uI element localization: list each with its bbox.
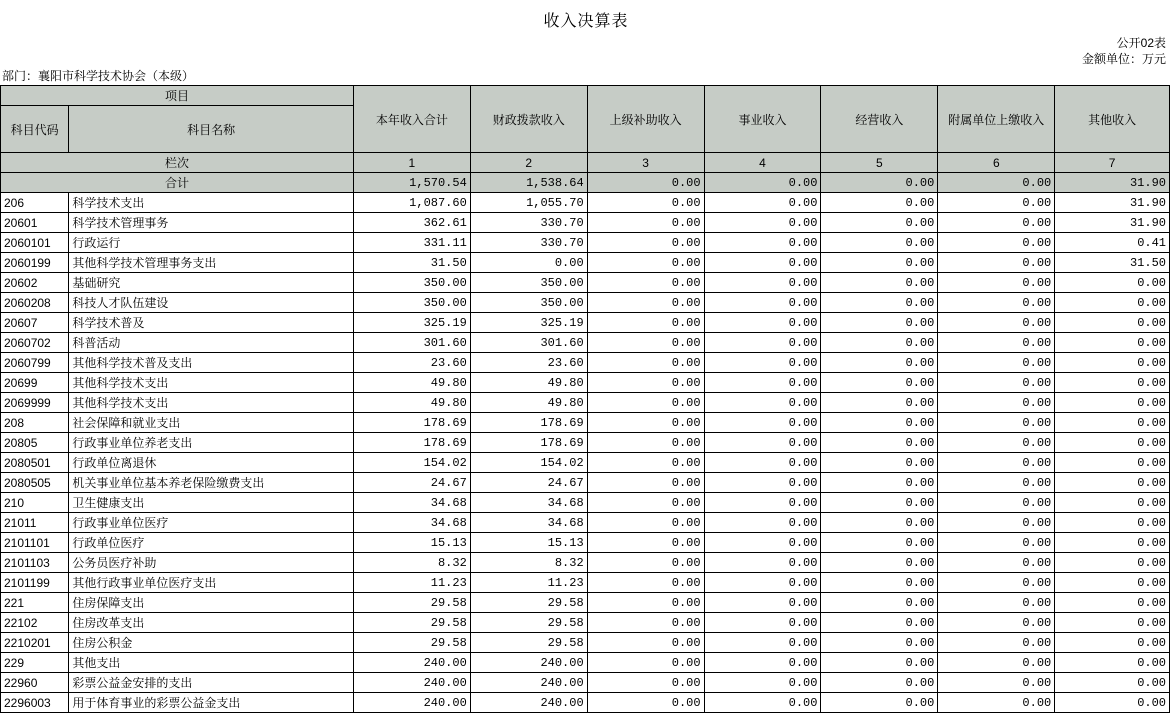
row-value-2: 1,055.70: [470, 193, 587, 213]
table-row: [1, 573, 1170, 593]
header-col-1: 本年收入合计: [353, 86, 470, 153]
row-value-7: 0.00: [1055, 573, 1170, 593]
row-value-1: 34.68: [353, 513, 470, 533]
table-row-total: [1, 173, 1170, 193]
header-col-2: 财政拨款收入: [470, 86, 587, 153]
row-subject-code: 229: [1, 653, 69, 673]
row-value-7: 0.00: [1055, 273, 1170, 293]
header-col-4: 事业收入: [704, 86, 821, 153]
row-value-4: 0.00: [704, 613, 821, 633]
table-row: [1, 433, 1170, 453]
row-value-1: 24.67: [353, 473, 470, 493]
row-value-3: 0.00: [587, 273, 704, 293]
row-subject-name: 其他科学技术支出: [69, 373, 354, 393]
row-subject-code: 22960: [1, 673, 69, 693]
row-subject-name: 彩票公益金安排的支出: [69, 673, 354, 693]
row-value-2: 350.00: [470, 293, 587, 313]
row-value-3: 0.00: [587, 353, 704, 373]
row-subject-code: 2060101: [1, 233, 69, 253]
row-value-2: 154.02: [470, 453, 587, 473]
row-subject-code: 2060199: [1, 253, 69, 273]
row-value-5: 0.00: [821, 313, 938, 333]
income-final-accounts-table: [0, 85, 1170, 713]
row-value-1: 49.80: [353, 373, 470, 393]
table-row: [1, 453, 1170, 473]
row-value-1: 362.61: [353, 213, 470, 233]
row-value-6: 0.00: [938, 513, 1055, 533]
row-value-1: 34.68: [353, 493, 470, 513]
header-row-column-numbers: [1, 153, 1170, 173]
row-subject-code: 22102: [1, 613, 69, 633]
row-subject-code: 2101199: [1, 573, 69, 593]
row-subject-name: 行政事业单位医疗: [69, 513, 354, 533]
row-value-6: 0.00: [938, 233, 1055, 253]
row-value-5: 0.00: [821, 213, 938, 233]
table-row: [1, 553, 1170, 573]
row-value-3: 0.00: [587, 593, 704, 613]
table-row: [1, 533, 1170, 553]
row-value-5: 0.00: [821, 413, 938, 433]
row-value-6: 0.00: [938, 413, 1055, 433]
row-value-5: 0.00: [821, 553, 938, 573]
table-row: [1, 653, 1170, 673]
row-subject-code: 210: [1, 493, 69, 513]
row-subject-name: 其他科学技术支出: [69, 393, 354, 413]
row-subject-code: 2060208: [1, 293, 69, 313]
table-row: [1, 273, 1170, 293]
row-value-4: 0.00: [704, 253, 821, 273]
row-subject-name: 卫生健康支出: [69, 493, 354, 513]
row-value-1: 11.23: [353, 573, 470, 593]
row-value-3: 0.00: [587, 613, 704, 633]
row-value-1: 29.58: [353, 613, 470, 633]
row-value-6: 0.00: [938, 553, 1055, 573]
column-no-5: 5: [821, 153, 938, 173]
row-value-3: 0.00: [587, 393, 704, 413]
row-value-5: 0.00: [821, 593, 938, 613]
row-value-5: 0.00: [821, 333, 938, 353]
row-value-2: 11.23: [470, 573, 587, 593]
row-value-1: 154.02: [353, 453, 470, 473]
row-value-5: 0.00: [821, 193, 938, 213]
row-value-4: 0.00: [704, 473, 821, 493]
row-value-3: 0.00: [587, 693, 704, 713]
row-value-1: 240.00: [353, 653, 470, 673]
row-value-3: 0.00: [587, 633, 704, 653]
row-subject-code: 20805: [1, 433, 69, 453]
row-value-6: 0.00: [938, 353, 1055, 373]
row-subject-code: 208: [1, 413, 69, 433]
row-value-6: 0.00: [938, 533, 1055, 553]
row-value-3: 0.00: [587, 333, 704, 353]
row-value-7: 31.90: [1055, 193, 1170, 213]
row-subject-code: 20602: [1, 273, 69, 293]
total-value-1: 1,570.54: [353, 173, 470, 193]
row-value-1: 240.00: [353, 693, 470, 713]
row-value-5: 0.00: [821, 373, 938, 393]
row-subject-name: 科学技术支出: [69, 193, 354, 213]
amount-unit: 金额单位：万元: [1081, 52, 1166, 66]
row-value-6: 0.00: [938, 373, 1055, 393]
row-value-1: 29.58: [353, 593, 470, 613]
row-subject-name: 科学技术管理事务: [69, 213, 354, 233]
row-value-4: 0.00: [704, 273, 821, 293]
column-no-4: 4: [704, 153, 821, 173]
row-subject-name: 科技人才队伍建设: [69, 293, 354, 313]
row-value-3: 0.00: [587, 293, 704, 313]
row-value-7: 0.00: [1055, 473, 1170, 493]
row-value-4: 0.00: [704, 653, 821, 673]
row-value-2: 24.67: [470, 473, 587, 493]
table-row: [1, 413, 1170, 433]
row-value-4: 0.00: [704, 593, 821, 613]
row-value-7: 0.00: [1055, 633, 1170, 653]
row-value-3: 0.00: [587, 533, 704, 553]
total-value-4: 0.00: [704, 173, 821, 193]
row-subject-name: 其他科学技术普及支出: [69, 353, 354, 373]
table-body: [1, 173, 1170, 713]
row-value-2: 325.19: [470, 313, 587, 333]
row-subject-code: 221: [1, 593, 69, 613]
row-value-3: 0.00: [587, 433, 704, 453]
row-value-6: 0.00: [938, 493, 1055, 513]
row-value-3: 0.00: [587, 313, 704, 333]
header-col-7: 其他收入: [1055, 86, 1170, 153]
row-value-7: 0.00: [1055, 493, 1170, 513]
table-row: [1, 693, 1170, 713]
row-value-5: 0.00: [821, 493, 938, 513]
row-value-6: 0.00: [938, 313, 1055, 333]
row-value-2: 29.58: [470, 593, 587, 613]
row-value-7: 0.00: [1055, 373, 1170, 393]
row-value-2: 34.68: [470, 493, 587, 513]
row-value-5: 0.00: [821, 613, 938, 633]
row-subject-name: 科普活动: [69, 333, 354, 353]
row-value-2: 240.00: [470, 653, 587, 673]
row-value-5: 0.00: [821, 693, 938, 713]
row-subject-name: 行政运行: [69, 233, 354, 253]
row-value-1: 240.00: [353, 673, 470, 693]
row-value-5: 0.00: [821, 453, 938, 473]
row-value-5: 0.00: [821, 573, 938, 593]
row-value-2: 29.58: [470, 613, 587, 633]
row-subject-name: 其他支出: [69, 653, 354, 673]
row-subject-code: 20601: [1, 213, 69, 233]
row-value-4: 0.00: [704, 413, 821, 433]
row-subject-code: 20699: [1, 373, 69, 393]
header-col-5: 经营收入: [821, 86, 938, 153]
row-value-6: 0.00: [938, 633, 1055, 653]
row-value-3: 0.00: [587, 673, 704, 693]
row-value-2: 15.13: [470, 533, 587, 553]
row-value-6: 0.00: [938, 293, 1055, 313]
row-value-1: 15.13: [353, 533, 470, 553]
header-subject-code: 科目代码: [1, 106, 69, 153]
row-value-4: 0.00: [704, 313, 821, 333]
row-value-6: 0.00: [938, 213, 1055, 233]
table-row: [1, 633, 1170, 653]
row-value-6: 0.00: [938, 693, 1055, 713]
row-value-3: 0.00: [587, 193, 704, 213]
row-value-3: 0.00: [587, 373, 704, 393]
row-subject-code: 20607: [1, 313, 69, 333]
row-value-5: 0.00: [821, 433, 938, 453]
row-value-7: 0.00: [1055, 513, 1170, 533]
row-value-2: 240.00: [470, 673, 587, 693]
row-value-3: 0.00: [587, 473, 704, 493]
row-value-1: 23.60: [353, 353, 470, 373]
row-value-4: 0.00: [704, 673, 821, 693]
table-row: [1, 673, 1170, 693]
table-row: [1, 613, 1170, 633]
row-value-2: 178.69: [470, 413, 587, 433]
row-value-2: 29.58: [470, 633, 587, 653]
row-value-4: 0.00: [704, 233, 821, 253]
row-subject-name: 用于体育事业的彩票公益金支出: [69, 693, 354, 713]
table-row: [1, 313, 1170, 333]
row-value-6: 0.00: [938, 613, 1055, 633]
row-value-6: 0.00: [938, 573, 1055, 593]
row-value-5: 0.00: [821, 653, 938, 673]
row-value-6: 0.00: [938, 333, 1055, 353]
table-row: [1, 233, 1170, 253]
row-value-5: 0.00: [821, 673, 938, 693]
row-value-1: 350.00: [353, 273, 470, 293]
row-value-7: 0.00: [1055, 673, 1170, 693]
row-value-1: 350.00: [353, 293, 470, 313]
table-row: [1, 513, 1170, 533]
column-no-1: 1: [353, 153, 470, 173]
row-value-6: 0.00: [938, 473, 1055, 493]
row-value-1: 178.69: [353, 433, 470, 453]
table-row: [1, 593, 1170, 613]
table-row: [1, 493, 1170, 513]
row-value-5: 0.00: [821, 473, 938, 493]
row-subject-name: 住房改革支出: [69, 613, 354, 633]
row-value-2: 330.70: [470, 213, 587, 233]
row-value-7: 0.00: [1055, 353, 1170, 373]
table-row: [1, 193, 1170, 213]
row-value-7: 0.00: [1055, 413, 1170, 433]
row-value-1: 8.32: [353, 553, 470, 573]
row-value-5: 0.00: [821, 233, 938, 253]
row-subject-name: 机关事业单位基本养老保险缴费支出: [69, 473, 354, 493]
row-value-2: 8.32: [470, 553, 587, 573]
row-value-2: 34.68: [470, 513, 587, 533]
table-row: [1, 333, 1170, 353]
row-value-7: 0.00: [1055, 453, 1170, 473]
row-value-1: 29.58: [353, 633, 470, 653]
row-value-4: 0.00: [704, 373, 821, 393]
row-subject-name: 行政单位医疗: [69, 533, 354, 553]
row-value-3: 0.00: [587, 213, 704, 233]
row-value-6: 0.00: [938, 253, 1055, 273]
row-value-1: 178.69: [353, 413, 470, 433]
row-value-4: 0.00: [704, 333, 821, 353]
row-value-7: 0.00: [1055, 393, 1170, 413]
row-value-4: 0.00: [704, 293, 821, 313]
row-value-6: 0.00: [938, 453, 1055, 473]
department-label: 部门：襄阳市科学技术协会（本级）: [2, 69, 195, 83]
column-no-label: 栏次: [1, 153, 354, 173]
row-value-2: 23.60: [470, 353, 587, 373]
row-value-3: 0.00: [587, 553, 704, 573]
table-row: [1, 293, 1170, 313]
row-value-7: 0.41: [1055, 233, 1170, 253]
header-row-group: [1, 86, 1170, 106]
row-value-3: 0.00: [587, 493, 704, 513]
row-value-5: 0.00: [821, 273, 938, 293]
column-no-7: 7: [1055, 153, 1170, 173]
row-subject-code: 2060702: [1, 333, 69, 353]
row-value-4: 0.00: [704, 573, 821, 593]
row-value-6: 0.00: [938, 653, 1055, 673]
row-value-4: 0.00: [704, 453, 821, 473]
row-value-4: 0.00: [704, 493, 821, 513]
row-value-1: 1,087.60: [353, 193, 470, 213]
row-value-2: 350.00: [470, 273, 587, 293]
row-subject-code: 2210201: [1, 633, 69, 653]
total-value-5: 0.00: [821, 173, 938, 193]
page-title: 收入决算表: [543, 13, 629, 30]
row-value-1: 331.11: [353, 233, 470, 253]
row-subject-code: 21011: [1, 513, 69, 533]
row-value-7: 0.00: [1055, 293, 1170, 313]
total-value-3: 0.00: [587, 173, 704, 193]
row-value-6: 0.00: [938, 273, 1055, 293]
total-value-6: 0.00: [938, 173, 1055, 193]
table-row: [1, 393, 1170, 413]
header-col-3: 上级补助收入: [587, 86, 704, 153]
row-value-1: 325.19: [353, 313, 470, 333]
row-value-5: 0.00: [821, 513, 938, 533]
total-label: 合计: [1, 173, 354, 193]
row-value-7: 0.00: [1055, 533, 1170, 553]
row-value-5: 0.00: [821, 633, 938, 653]
row-subject-code: 2060799: [1, 353, 69, 373]
header-col-6: 附属单位上缴收入: [938, 86, 1055, 153]
table-row: [1, 213, 1170, 233]
row-value-7: 31.90: [1055, 213, 1170, 233]
row-value-1: 301.60: [353, 333, 470, 353]
row-value-2: 49.80: [470, 373, 587, 393]
row-subject-name: 社会保障和就业支出: [69, 413, 354, 433]
row-value-7: 0.00: [1055, 593, 1170, 613]
row-value-4: 0.00: [704, 553, 821, 573]
row-subject-name: 行政事业单位养老支出: [69, 433, 354, 453]
table-row: [1, 353, 1170, 373]
row-value-5: 0.00: [821, 293, 938, 313]
row-value-2: 330.70: [470, 233, 587, 253]
row-value-6: 0.00: [938, 433, 1055, 453]
row-value-4: 0.00: [704, 433, 821, 453]
row-value-5: 0.00: [821, 253, 938, 273]
table-row: [1, 373, 1170, 393]
row-value-7: 0.00: [1055, 333, 1170, 353]
column-no-6: 6: [938, 153, 1055, 173]
row-value-7: 0.00: [1055, 313, 1170, 333]
row-subject-code: 2101103: [1, 553, 69, 573]
row-value-4: 0.00: [704, 213, 821, 233]
row-value-3: 0.00: [587, 513, 704, 533]
row-subject-name: 公务员医疗补助: [69, 553, 354, 573]
row-value-4: 0.00: [704, 533, 821, 553]
header-subject-name: 科目名称: [69, 106, 354, 153]
row-value-4: 0.00: [704, 393, 821, 413]
row-value-2: 0.00: [470, 253, 587, 273]
row-subject-name: 科学技术普及: [69, 313, 354, 333]
table-row: [1, 253, 1170, 273]
row-subject-code: 2080501: [1, 453, 69, 473]
row-value-2: 301.60: [470, 333, 587, 353]
row-subject-code: 206: [1, 193, 69, 213]
row-value-3: 0.00: [587, 233, 704, 253]
row-value-7: 0.00: [1055, 613, 1170, 633]
column-no-3: 3: [587, 153, 704, 173]
row-value-7: 0.00: [1055, 553, 1170, 573]
row-value-3: 0.00: [587, 653, 704, 673]
row-value-4: 0.00: [704, 633, 821, 653]
table-header: [1, 86, 1170, 173]
row-value-6: 0.00: [938, 673, 1055, 693]
row-value-6: 0.00: [938, 193, 1055, 213]
column-no-2: 2: [470, 153, 587, 173]
form-number: 公开02表: [1116, 36, 1166, 50]
row-subject-code: 2080505: [1, 473, 69, 493]
row-value-5: 0.00: [821, 393, 938, 413]
row-value-2: 240.00: [470, 693, 587, 713]
row-value-7: 0.00: [1055, 693, 1170, 713]
row-value-3: 0.00: [587, 413, 704, 433]
row-value-4: 0.00: [704, 513, 821, 533]
header-group-item: 项目: [1, 86, 354, 106]
row-value-7: 0.00: [1055, 433, 1170, 453]
table-row: [1, 473, 1170, 493]
row-subject-name: 基础研究: [69, 273, 354, 293]
row-value-7: 0.00: [1055, 653, 1170, 673]
total-value-7: 31.90: [1055, 173, 1170, 193]
row-subject-name: 住房公积金: [69, 633, 354, 653]
row-value-1: 31.50: [353, 253, 470, 273]
row-value-6: 0.00: [938, 393, 1055, 413]
row-value-6: 0.00: [938, 593, 1055, 613]
row-value-7: 31.50: [1055, 253, 1170, 273]
total-value-2: 1,538.64: [470, 173, 587, 193]
row-subject-name: 其他行政事业单位医疗支出: [69, 573, 354, 593]
row-value-4: 0.00: [704, 353, 821, 373]
row-subject-code: 2069999: [1, 393, 69, 413]
row-value-5: 0.00: [821, 533, 938, 553]
row-subject-name: 行政单位离退休: [69, 453, 354, 473]
row-value-2: 49.80: [470, 393, 587, 413]
row-subject-name: 其他科学技术管理事务支出: [69, 253, 354, 273]
row-subject-code: 2296003: [1, 693, 69, 713]
row-value-3: 0.00: [587, 453, 704, 473]
row-value-1: 49.80: [353, 393, 470, 413]
row-value-2: 178.69: [470, 433, 587, 453]
row-value-3: 0.00: [587, 573, 704, 593]
row-value-4: 0.00: [704, 193, 821, 213]
row-value-4: 0.00: [704, 693, 821, 713]
row-subject-code: 2101101: [1, 533, 69, 553]
row-value-3: 0.00: [587, 253, 704, 273]
row-value-5: 0.00: [821, 353, 938, 373]
row-subject-name: 住房保障支出: [69, 593, 354, 613]
